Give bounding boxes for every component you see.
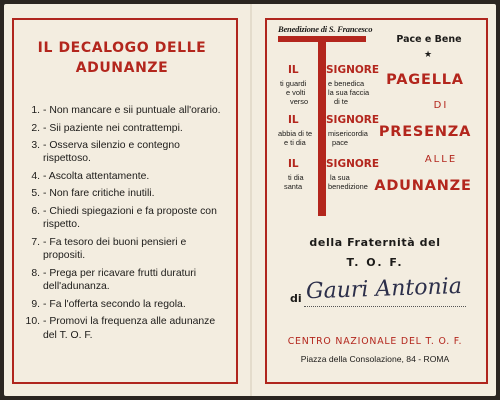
blessing-block <box>272 24 380 214</box>
rule-text: - Sii paziente nei contrattempi. <box>43 122 183 134</box>
rule-text: - Fa l'offerta secondo la regola. <box>43 298 186 310</box>
blessing-l3: verso <box>290 97 309 106</box>
star-icon: ★ <box>424 50 433 60</box>
di-label: di <box>290 292 302 305</box>
blessing-r6: la sua <box>330 173 350 182</box>
rule-text: - Prega per ricavare frutti duraturi dell'adunanza. <box>43 267 197 293</box>
name-dotted-line <box>304 306 466 307</box>
rule-text: - Fa tesoro dei buoni pensieri e propositi. <box>43 236 187 262</box>
il-2: IL <box>288 114 299 126</box>
rule-text: - Non fare critiche inutili. <box>43 188 155 200</box>
blessing-r1: e benedica <box>328 79 365 88</box>
presenza-word: PRESENZA <box>378 124 472 140</box>
decalogue-rule <box>16 267 224 294</box>
rule-text: - Chiedi spiegazioni e fa proposte con rispetto. <box>43 205 217 231</box>
signore-1: SIGNORE <box>326 64 380 76</box>
decalogue-rule <box>16 122 224 135</box>
signore-2: SIGNORE <box>326 114 380 126</box>
blessing-r7: benedizione <box>328 182 368 191</box>
blessing-l7: santa <box>284 182 303 191</box>
decalogue-rule <box>16 187 224 200</box>
decalogue-rule <box>16 139 224 166</box>
decalogue-rule <box>16 104 224 117</box>
address-line: Piazza della Consolazione, 84 - ROMA <box>300 354 450 364</box>
rule-number: 8. <box>31 267 40 279</box>
handwritten-name: Gauri Antonia <box>305 273 463 305</box>
tof-line: T. O. F. <box>346 256 404 269</box>
blessing-r5: pace <box>332 138 349 147</box>
decalogue-rule <box>16 170 224 183</box>
fraternita-line: della Fraternità del <box>309 236 441 249</box>
rule-text: - Non mancare e sii puntuale all'orario. <box>43 105 221 116</box>
rule-number: 1. <box>31 105 40 116</box>
rule-number: 9. <box>31 298 40 310</box>
rule-number: 4. <box>31 170 40 182</box>
blessing-title: Benedizione di S. Francesco <box>278 24 373 34</box>
rule-number: 2. <box>31 122 40 134</box>
blessing-l6: ti dia <box>288 173 304 182</box>
decalogue-title-line1: IL DECALOGO DELLE <box>37 40 207 56</box>
adunanze-word: ADUNANZE <box>374 178 472 194</box>
rule-number: 10. <box>25 316 40 328</box>
decalogue-rule <box>16 298 224 311</box>
decalogue-rule <box>16 205 224 232</box>
blessing-r2: la sua faccia <box>328 88 370 97</box>
blessing-l1: ti guardi <box>280 79 307 88</box>
il-3: IL <box>288 158 299 170</box>
pagella-word: PAGELLA <box>386 72 464 88</box>
blessing-l5: e ti dia <box>284 138 306 147</box>
di-word: DI <box>433 100 449 111</box>
rule-text: - Osserva silenzio e contegno rispettoso. <box>43 140 180 165</box>
alle-word: ALLE <box>424 154 458 165</box>
blessing-r4: misericordia <box>328 129 368 138</box>
decalogue-list <box>16 104 224 346</box>
tau-stem <box>318 36 326 216</box>
rule-number: 7. <box>31 236 40 248</box>
blessing-l2: e volti <box>286 88 306 97</box>
rule-text: - Promovi la frequenza alle adunanze del T. O. F. <box>43 316 216 341</box>
rule-text: - Ascolta attentamente. <box>43 170 150 182</box>
il-1: IL <box>288 64 299 76</box>
decalogue-title-line2: ADUNANZE <box>75 60 169 76</box>
decalogue-rule <box>16 315 224 342</box>
pace-e-bene: Pace e Bene <box>396 34 462 45</box>
decalogue-rule <box>16 236 224 263</box>
rule-number: 5. <box>31 188 40 200</box>
centro-nazionale: CENTRO NAZIONALE DEL T. O. F. <box>287 336 463 347</box>
blessing-l4: abbia di te <box>278 129 313 138</box>
signore-3: SIGNORE <box>326 158 380 170</box>
fold-crease <box>250 4 252 396</box>
rule-number: 6. <box>31 205 40 217</box>
rule-number: 3. <box>31 140 40 151</box>
blessing-r3: di te <box>334 97 348 106</box>
